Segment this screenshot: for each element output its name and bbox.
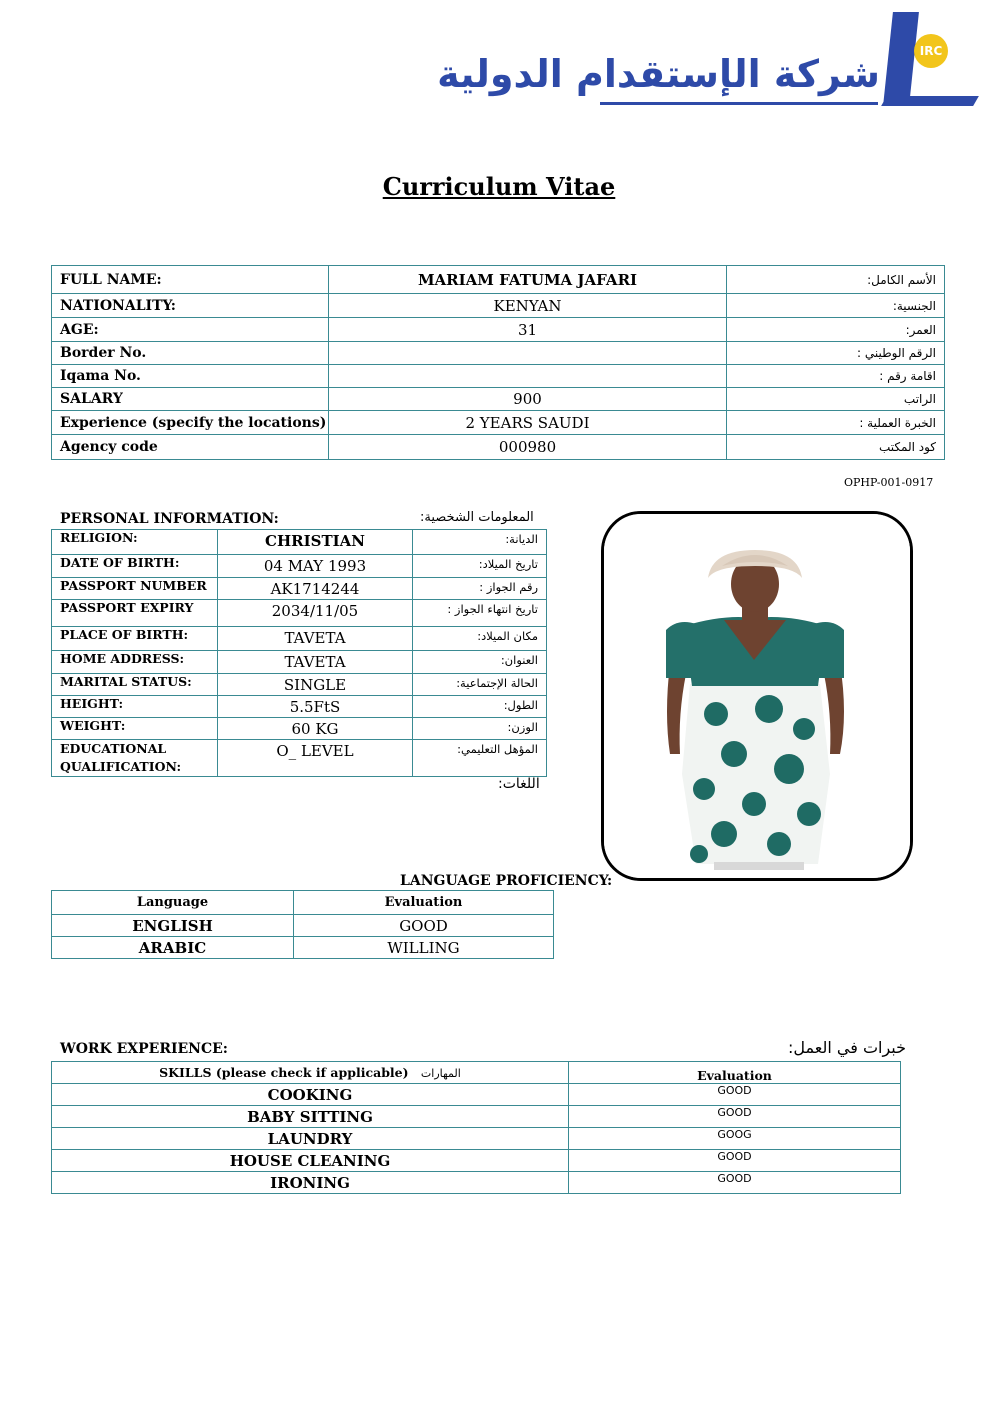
row-label-arabic: الأسم الكامل: (727, 266, 945, 294)
column-header-skills (52, 1062, 569, 1084)
logo-mark-bar (883, 12, 919, 106)
row-value: 04 MAY 1993 (218, 555, 413, 578)
table-row (52, 318, 945, 342)
row-label: HOME ADDRESS: (52, 651, 218, 674)
skill-evaluation: GOOD (569, 1106, 901, 1128)
row-label: AGE: (52, 318, 329, 342)
personal-info-heading-arabic: المعلومات الشخصية: (420, 510, 534, 525)
table-row (52, 266, 945, 294)
document-title: Curriculum Vitae (382, 172, 616, 201)
table-row (52, 600, 547, 627)
language-proficiency-heading: LANGUAGE PROFICIENCY: (400, 873, 613, 889)
row-value: O_ LEVEL (218, 740, 413, 777)
row-value (329, 365, 727, 388)
table-row (52, 388, 945, 411)
table-row (52, 937, 554, 959)
table-row (52, 578, 547, 600)
skill-evaluation: GOOG (569, 1128, 901, 1150)
skills-table (51, 1061, 901, 1194)
skills-header-text: SKILLS (please check if applicable) (159, 1065, 409, 1080)
language-name: ENGLISH (52, 915, 294, 937)
table-row (52, 674, 547, 696)
row-label-arabic: تاريخ الميلاد: (413, 555, 547, 578)
column-header-evaluation: Evaluation (294, 891, 554, 915)
table-header-row (52, 1062, 901, 1084)
table-row (52, 696, 547, 718)
language-table (51, 890, 554, 959)
row-label: SALARY (52, 388, 329, 411)
table-row (52, 435, 945, 460)
row-value: SINGLE (218, 674, 413, 696)
row-value (329, 342, 727, 365)
row-label-arabic: الديانة: (413, 530, 547, 555)
reference-code: OPHP-001-0917 (844, 476, 934, 489)
logo-mark-base (881, 96, 979, 106)
row-value: TAVETA (218, 627, 413, 651)
row-label: WEIGHT: (52, 718, 218, 740)
row-label: DATE OF BIRTH: (52, 555, 218, 578)
work-experience-heading-arabic: خبرات في العمل: (788, 1038, 907, 1057)
row-label-arabic: الراتب (727, 388, 945, 411)
candidate-photo (601, 511, 913, 881)
row-label: Border No. (52, 342, 329, 365)
row-label-arabic: المؤهل التعليمي: (413, 740, 547, 777)
row-label-arabic: الحالة الإجتماعية: (413, 674, 547, 696)
personal-info-table (51, 529, 547, 777)
table-row (52, 1128, 901, 1150)
row-label-arabic: تاريخ انتهاء الجواز : (413, 600, 547, 627)
row-value: 2 YEARS SAUDI (329, 411, 727, 435)
table-row (52, 530, 547, 555)
table-row (52, 1150, 901, 1172)
languages-label-arabic: اللغات: (498, 776, 540, 792)
skill-evaluation: GOOD (569, 1084, 901, 1106)
row-label-arabic: الجنسية: (727, 294, 945, 318)
row-value: CHRISTIAN (218, 530, 413, 555)
row-value: 2034/11/05 (218, 600, 413, 627)
row-value: 60 KG (218, 718, 413, 740)
row-label: PASSPORT NUMBER (52, 578, 218, 600)
language-evaluation: WILLING (294, 937, 554, 959)
table-row (52, 915, 554, 937)
row-label-arabic: الخبرة العملية : (727, 411, 945, 435)
row-value: 5.5FtS (218, 696, 413, 718)
row-value: TAVETA (218, 651, 413, 674)
logo-arabic-name: شركة الإستقدام الدولية (437, 52, 880, 96)
personal-info-heading: PERSONAL INFORMATION: (60, 511, 279, 527)
skill-name: LAUNDRY (52, 1128, 569, 1150)
row-label-arabic: الرقم الوطيني : (727, 342, 945, 365)
row-label: Agency code (52, 435, 329, 460)
row-label: PLACE OF BIRTH: (52, 627, 218, 651)
row-label: MARITAL STATUS: (52, 674, 218, 696)
table-row (52, 342, 945, 365)
column-header-language: Language (52, 891, 294, 915)
skill-name: COOKING (52, 1084, 569, 1106)
logo-badge: IRC (914, 34, 948, 68)
row-label-arabic: كود المكتب (727, 435, 945, 460)
language-evaluation: GOOD (294, 915, 554, 937)
row-label-arabic: مكان الميلاد: (413, 627, 547, 651)
row-value: AK1714244 (218, 578, 413, 600)
row-value: 000980 (329, 435, 727, 460)
row-label: EDUCATIONAL QUALIFICATION: (52, 740, 218, 777)
table-row (52, 1084, 901, 1106)
row-label-arabic: العنوان: (413, 651, 547, 674)
row-label: Iqama No. (52, 365, 329, 388)
row-value: MARIAM FATUMA JAFARI (329, 266, 727, 294)
skill-evaluation: GOOD (569, 1172, 901, 1194)
row-label: PASSPORT EXPIRY (52, 600, 218, 627)
candidate-photo-illustration (604, 514, 910, 878)
row-label-arabic: الوزن: (413, 718, 547, 740)
row-value: 900 (329, 388, 727, 411)
row-label: FULL NAME: (52, 266, 329, 294)
table-row (52, 718, 547, 740)
skills-header-arabic: المهارات (420, 1067, 461, 1080)
row-label-arabic: اقامة رقم : (727, 365, 945, 388)
table-header-row (52, 891, 554, 915)
main-info-table (51, 265, 945, 460)
row-label-arabic: العمر: (727, 318, 945, 342)
table-row (52, 411, 945, 435)
table-row (52, 555, 547, 578)
table-row (52, 1106, 901, 1128)
table-row (52, 365, 945, 388)
skill-name: IRONING (52, 1172, 569, 1194)
row-label: Experience (specify the locations) (52, 411, 329, 435)
row-label: NATIONALITY: (52, 294, 329, 318)
logo-underline (600, 102, 878, 105)
column-header-evaluation: Evaluation (569, 1062, 901, 1084)
work-experience-heading: WORK EXPERIENCE: (60, 1041, 228, 1057)
row-label: HEIGHT: (52, 696, 218, 718)
row-value: KENYAN (329, 294, 727, 318)
table-row (52, 740, 547, 777)
table-row (52, 294, 945, 318)
company-logo (437, 10, 978, 110)
row-label-arabic: الطول: (413, 696, 547, 718)
table-row (52, 627, 547, 651)
row-label-arabic: رقم الجواز : (413, 578, 547, 600)
language-name: ARABIC (52, 937, 294, 959)
table-row (52, 651, 547, 674)
row-label: RELIGION: (52, 530, 218, 555)
skill-evaluation: GOOD (569, 1150, 901, 1172)
table-row (52, 1172, 901, 1194)
skill-name: HOUSE CLEANING (52, 1150, 569, 1172)
skill-name: BABY SITTING (52, 1106, 569, 1128)
row-value: 31 (329, 318, 727, 342)
